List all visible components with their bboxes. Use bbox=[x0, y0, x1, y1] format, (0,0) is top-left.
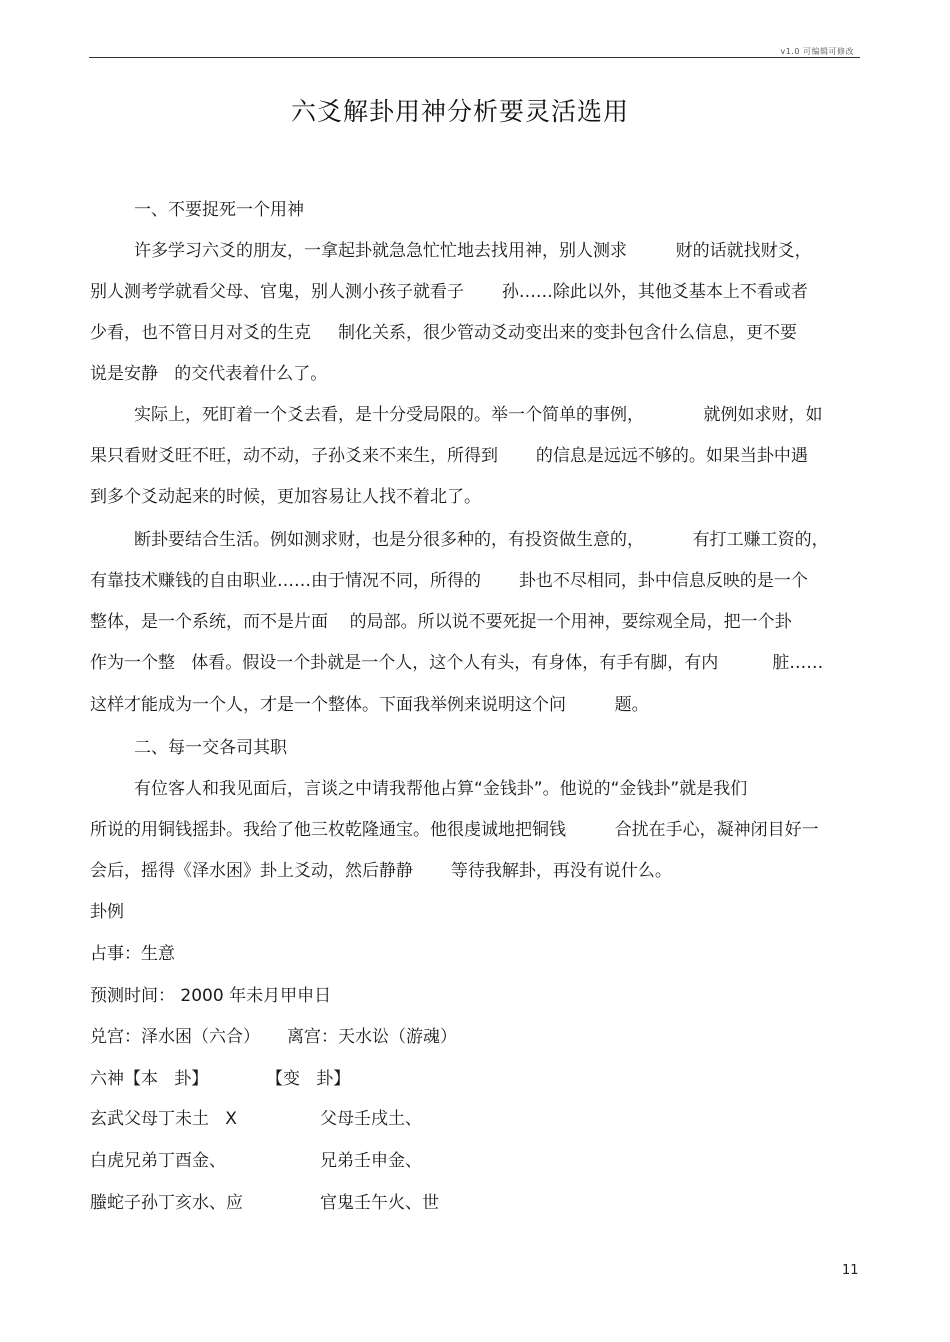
paragraph-line: 有位客人和我见面后，言谈之中请我帮他占算“金钱卦”。他说的“金钱卦”就是我们 bbox=[134, 779, 748, 799]
paragraph-line: 所说的用铜钱摇卦。我给了他三枚乾隆通宝。他很虔诚地把铜钱 合扰在手心，凝神闭目好一 bbox=[90, 820, 819, 840]
example-matter: 占事：生意 bbox=[90, 944, 175, 964]
hexagram-line-left: 玄武父母丁未土 X bbox=[90, 1109, 237, 1129]
header-divider bbox=[89, 57, 860, 58]
hexagram-line-right: 官鬼壬午火、世 bbox=[320, 1193, 439, 1213]
hexagram-header-left: 六神【本 卦】 bbox=[90, 1069, 209, 1089]
hexagram-line-left: 螣蛇子孙丁亥水、应 bbox=[90, 1193, 243, 1213]
hexagram-header-right: 【变 卦】 bbox=[266, 1069, 351, 1089]
paragraph-line: 少看，也不管日月对爻的生克 制化关系，很少管动爻动变出来的变卦包含什么信息，更不要 bbox=[90, 323, 798, 343]
paragraph-line: 会后，摇得《泽水困》卦上爻动，然后静静 等待我解卦，再没有说什么。 bbox=[90, 861, 672, 881]
paragraph-line: 实际上，死盯着一个爻去看，是十分受局限的。举一个简单的事例， 就例如求财，如 bbox=[134, 405, 823, 425]
paragraph-line: 果只看财爻旺不旺，动不动，子孙爻来不来生，所得到 的信息是远远不够的。如果当卦中遇 bbox=[90, 446, 808, 466]
page-number: 11 bbox=[842, 1263, 859, 1278]
hexagram-line-left: 白虎兄弟丁酉金、 bbox=[90, 1151, 226, 1171]
paragraph-line: 说是安静 的交代表着什么了。 bbox=[90, 364, 328, 384]
paragraph-line: 有靠技术赚钱的自由职业……由于情况不同，所得的 卦也不尽相同，卦中信息反映的是一个 bbox=[90, 571, 808, 591]
section-heading: 一、不要捉死一个用神 bbox=[134, 200, 304, 220]
version-note: v1.0 可编辑可修改 bbox=[780, 47, 854, 56]
paragraph-line: 作为一个整 体看。假设一个卦就是一个人，这个人有头，有身体，有手有脚，有内 脏…… bbox=[90, 653, 824, 673]
hexagram-line-right: 父母壬戌土、 bbox=[320, 1109, 422, 1129]
hexagram-line-right: 兄弟壬申金、 bbox=[320, 1151, 422, 1171]
paragraph-line: 许多学习六爻的朋友，一拿起卦就急急忙忙地去找用神，别人测求 财的话就找财爻， bbox=[134, 241, 812, 261]
example-time: 预测时间： 2000 年未月甲申日 bbox=[90, 986, 332, 1006]
example-label: 卦例 bbox=[90, 902, 124, 922]
paragraph-line: 别人测考学就看父母、官鬼，别人测小孩子就看子 孙……除此以外，其他爻基本上不看或者 bbox=[90, 282, 808, 302]
example-palace: 兑宫：泽水困（六合） 离宫：天水讼（游魂） bbox=[90, 1027, 458, 1047]
section-heading: 二、每一交各司其职 bbox=[134, 738, 287, 758]
paragraph-line: 到多个爻动起来的时候，更加容易让人找不着北了。 bbox=[90, 487, 481, 507]
paragraph-line: 整体，是一个系统，而不是片面 的局部。所以说不要死捉一个用神，要综观全局，把一个卦 bbox=[90, 612, 792, 632]
paragraph-line: 断卦要结合生活。例如测求财，也是分很多种的，有投资做生意的， 有打工赚工资的， bbox=[134, 530, 829, 550]
paragraph-line: 这样才能成为一个人，才是一个整体。下面我举例来说明这个问 题。 bbox=[90, 695, 649, 715]
document-title: 六爻解卦用神分析要灵活选用 bbox=[290, 97, 629, 126]
